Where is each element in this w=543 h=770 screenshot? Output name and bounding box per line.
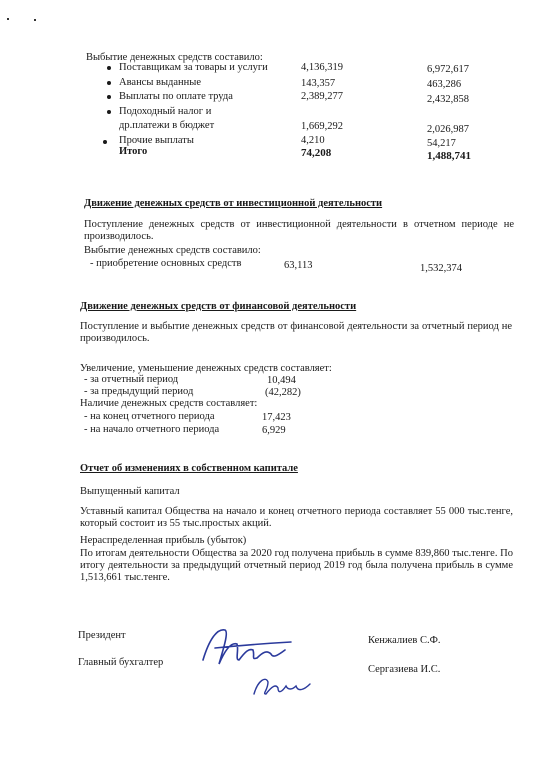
outflow-current: 4,210: [301, 135, 325, 146]
investing-item-current: 63,113: [284, 260, 313, 271]
balance-end-label: - на конец отчетного периода: [84, 411, 215, 422]
bullet: [107, 66, 111, 70]
balance-end-value: 17,423: [262, 412, 291, 423]
outflow-current: 143,357: [301, 78, 336, 89]
outflow-label: Подоходный налог и: [119, 106, 212, 117]
investing-text: Поступление денежных средств от инвестиционной деятельности в отчетном периоде не производилось.: [84, 219, 514, 242]
financing-heading: Движение денежных средств от финансовой деятельности: [80, 301, 357, 312]
outflow-previous: 2,026,987: [427, 124, 469, 135]
outflow-label: Поставщикам за товары и услуги: [119, 62, 268, 73]
outflow-label: Прочие выплаты: [119, 135, 194, 146]
capital-text: Уставный капитал Общества на начало и конец отчетного периода составляет 55 000 тыс.тенге, который состоит из 55 тыс.простых акций.: [80, 506, 513, 529]
total-previous: 1,488,741: [427, 150, 471, 162]
change-heading: Увеличение, уменьшение денежных средств составляет:: [80, 363, 332, 374]
investing-outflow-heading: Выбытие денежных средств составило:: [84, 245, 261, 256]
accountant-signature: [248, 672, 318, 702]
bullet: [107, 95, 111, 99]
outflow-heading: Выбытие денежных средств составило:: [86, 52, 263, 63]
retained-text: По итогам деятельности Общества за 2020 год получена прибыль в сумме 839,860 тыс.тенге. По итогу деятельности за предыдущий отчетный период 2019 год была получена прибыль в сумме 1,513,661 тыс.тенге.: [80, 548, 513, 583]
retained-heading: Нераспределенная прибыль (убыток): [80, 535, 247, 546]
president-signature: [195, 620, 295, 680]
bullet: [107, 110, 111, 114]
president-title: Президент: [78, 630, 126, 641]
investing-item-label: - приобретение основных средств: [90, 258, 242, 269]
balance-start-label: - на начало отчетного периода: [84, 424, 220, 435]
change-current-label: - за отчетный период: [84, 374, 179, 385]
financing-text: Поступление и выбытие денежных средств от финансовой деятельности за отчетный период не производилось.: [80, 321, 512, 344]
outflow-label: Авансы выданные: [119, 77, 201, 88]
change-previous-value: (42,282): [265, 387, 301, 398]
bullet: [107, 81, 111, 85]
total-current: 74,208: [301, 147, 332, 159]
investing-item-previous: 1,532,374: [420, 263, 462, 274]
outflow-current: 4,136,319: [301, 62, 343, 73]
outflow-previous: 463,286: [427, 79, 462, 90]
outflow-previous: 54,217: [427, 138, 456, 149]
accountant-name: Сергазиева И.С.: [368, 664, 441, 675]
total-label: Итого: [119, 146, 148, 157]
scan-speck: [34, 19, 36, 21]
outflow-label: Выплаты по оплате труда: [119, 91, 233, 102]
equity-heading: Отчет об изменениях в собственном капитале: [80, 463, 298, 474]
investing-heading: Движение денежных средств от инвестиционной деятельности: [84, 198, 383, 209]
accountant-title: Главный бухгалтер: [78, 657, 164, 668]
outflow-previous: 6,972,617: [427, 64, 469, 75]
bullet: [103, 140, 107, 144]
outflow-current: 2,389,277: [301, 91, 343, 102]
outflow-label: др.платежи в бюджет: [119, 120, 215, 131]
outflow-previous: 2,432,858: [427, 94, 469, 105]
balance-start-value: 6,929: [262, 425, 286, 436]
balance-heading: Наличие денежных средств составляет:: [80, 398, 258, 409]
change-current-value: 10,494: [267, 375, 296, 386]
president-name: Кенжалиев С.Ф.: [368, 635, 441, 646]
capital-heading: Выпущенный капитал: [80, 486, 180, 497]
scan-speck: [7, 18, 9, 20]
change-previous-label: - за предыдущий период: [84, 386, 194, 397]
outflow-current: 1,669,292: [301, 121, 343, 132]
